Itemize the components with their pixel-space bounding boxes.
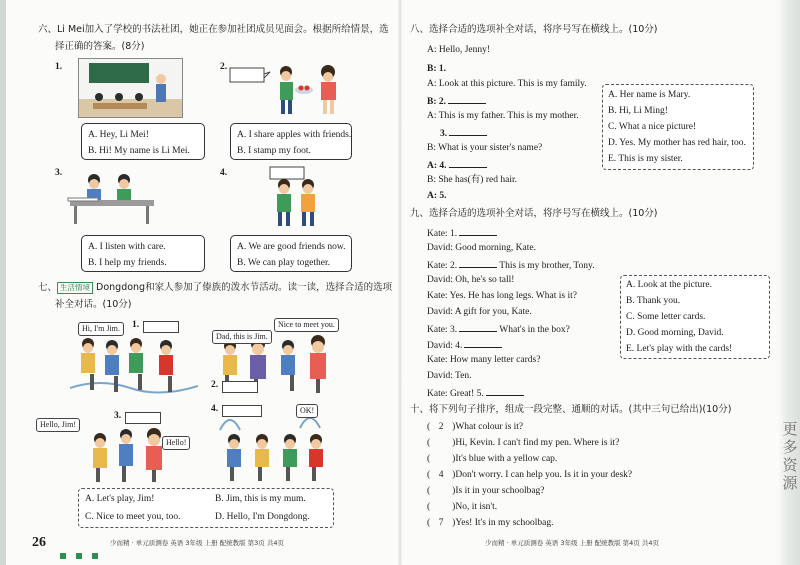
- s8-line-8: A: 4.: [427, 158, 487, 172]
- s6-item1-number: 1.: [55, 62, 63, 72]
- s8-line-5: A: This is my father. This is my mother.: [427, 111, 579, 121]
- section7-title-cont: 补全对话。(10分): [55, 299, 132, 310]
- left-footer: 少而精 · 单元质测卷 英语 3年级 上册 配统教版 第3页 共4页: [110, 539, 285, 547]
- section10-title: 十、将下列句子排序，组成一段完整、通顺的对话。(其中三句已给出)(10分): [410, 404, 732, 415]
- s10-line-6: ( )No, it isn't.: [427, 502, 498, 512]
- s6-item3-number: 3.: [55, 168, 63, 178]
- s9-option-a: A. Look at the picture.: [626, 280, 713, 290]
- section6-title-cont: 择正确的答案。(8分): [55, 41, 145, 52]
- s9-options-box: [620, 275, 770, 359]
- s8-line-3: A: Look at this picture. This is my family.: [427, 79, 587, 89]
- s9-line-8: David: 4.: [427, 338, 502, 352]
- s6-item2-option-b: B. I stamp my foot.: [237, 146, 311, 156]
- s9-line-2: David: Good morning, Kate.: [427, 243, 536, 253]
- bubble-ok: OK!: [296, 404, 318, 418]
- section7-title: [38, 282, 392, 294]
- s6-item3-options: [81, 235, 205, 272]
- section7-number: 七、: [38, 282, 58, 293]
- s9-line-3: Kate: 2. This is my brother, Tony.: [427, 258, 595, 272]
- s6-item2-option-a: A. I share apples with friends.: [237, 130, 352, 140]
- s6-item4-option-b: B. We can play together.: [237, 258, 330, 268]
- s6-item4-option-a: A. We are good friends now.: [237, 242, 346, 252]
- s6-item4-options: [230, 235, 352, 272]
- section8-title: 八、选择合适的选项补全对话，将序号写在横线上。(10分): [410, 24, 658, 35]
- s8-line-7: B: What is your sister's name?: [427, 143, 543, 153]
- green-mark-1: [60, 553, 66, 559]
- s9-option-b: B. Thank you.: [626, 296, 681, 306]
- s9-line-7: Kate: 3. What's in the box?: [427, 322, 570, 336]
- s7-blank3-label: 3.: [114, 411, 122, 421]
- page-number: 26: [32, 535, 46, 550]
- s8-line-1: A: Hello, Jenny!: [427, 45, 491, 55]
- s9-option-d: D. Good morning, David.: [626, 328, 724, 338]
- s8-options-box: [602, 84, 754, 170]
- s7-option-a: A. Let's play, Jim!: [85, 494, 155, 504]
- s8-line-4: B: 2.: [427, 94, 486, 108]
- s8-line-6: 3.: [440, 126, 487, 140]
- s6-item1-options: [81, 123, 205, 160]
- s6-item1-option-b: B. Hi! My name is Li Mei.: [88, 146, 190, 156]
- s6-item3-option-b: B. I help my friends.: [88, 258, 167, 268]
- bubble-hi-jim: Hi, I'm Jim.: [78, 322, 124, 336]
- s10-line-1: ( 2 )What colour is it?: [427, 422, 524, 432]
- bubble-dad-this-is-jim: Dad, this is Jim.: [212, 330, 272, 344]
- s7-options-box: [78, 488, 334, 528]
- s8-option-d: D. Yes. My mother has red hair, too.: [608, 138, 746, 148]
- s8-option-c: C. What a nice picture!: [608, 122, 697, 132]
- s8-line-9: B: She has(有) red hair.: [427, 175, 517, 185]
- green-mark-2: [76, 553, 82, 559]
- bubble-hello-jim: Hello, Jim!: [36, 418, 80, 432]
- s8-line-2: B: 1.: [427, 64, 446, 74]
- s9-line-10: David: Ten.: [427, 371, 472, 381]
- s8-option-e: E. This is my sister.: [608, 154, 683, 164]
- section6-title: 六、Li Mei加入了学校的书法社团，她正在参加社团成员见面会。根据所给情景，选: [38, 24, 389, 35]
- s7-blank1-label: 1.: [132, 320, 140, 330]
- s9-option-e: E. Let's play with the cards!: [626, 344, 733, 354]
- classroom-illustration: [78, 58, 183, 118]
- page-spine: [398, 0, 402, 565]
- s7-blank4-box[interactable]: [222, 405, 262, 417]
- s9-line-4: David: Oh, he's so tall!: [427, 275, 515, 285]
- s6-item2-number: 2.: [220, 62, 228, 72]
- s7-blank1-box[interactable]: [143, 321, 179, 333]
- section7-title-text: Dongdong和家人参加了傣族的泼水节活动。读一读，选择合适的选项: [96, 282, 393, 293]
- side-watermark: 更 多 资 源: [782, 420, 798, 492]
- s7-option-d: D. Hello, I'm Dongdong.: [215, 512, 310, 522]
- page-edge-left: [0, 0, 6, 565]
- s10-line-4: ( 4 )Don't worry. I can help you. Is it in your desk?: [427, 470, 633, 480]
- s9-line-6: David: A gift for you, Kate.: [427, 307, 532, 317]
- s9-line-9: Kate: How many letter cards?: [427, 355, 541, 365]
- apple-sharing-illustration: [228, 60, 348, 118]
- s7-blank3-box[interactable]: [125, 412, 161, 424]
- s6-item1-option-a: A. Hey, Li Mei!: [88, 130, 149, 140]
- s6-item2-options: [230, 123, 352, 160]
- s10-line-5: ( )Is it in your schoolbag?: [427, 486, 545, 496]
- s9-option-c: C. Some letter cards.: [626, 312, 706, 322]
- s7-option-b: B. Jim, this is my mum.: [215, 494, 306, 504]
- s7-blank2-box[interactable]: [222, 381, 258, 393]
- s9-line-11: Kate: Great! 5.: [427, 386, 524, 400]
- s6-item4-number: 4.: [220, 168, 228, 178]
- green-mark-3: [92, 553, 98, 559]
- s10-line-7: ( 7 )Yes! It's in my schoolbag.: [427, 518, 554, 528]
- s9-line-5: Kate: Yes. He has long legs. What is it?: [427, 291, 577, 301]
- s7-option-c: C. Nice to meet you, too.: [85, 512, 181, 522]
- s8-option-b: B. Hi, Li Ming!: [608, 106, 668, 116]
- bubble-hello: Hello!: [162, 436, 190, 450]
- s10-line-2: ( )Hi, Kevin. I can't find my pen. Where is it?: [427, 438, 620, 448]
- s6-item3-option-a: A. I listen with care.: [88, 242, 166, 252]
- s10-line-3: ( )It's blue with a yellow cap.: [427, 454, 558, 464]
- life-scenario-tag: 生活情境: [57, 282, 93, 294]
- s8-line-10: A: 5.: [427, 191, 447, 201]
- bubble-nice-to-meet-you: Nice to meet you.: [274, 318, 339, 332]
- s7-blank4-label: 4.: [211, 404, 219, 414]
- s7-blank2-label: 2.: [211, 380, 219, 390]
- right-footer: 少而精 · 单元质测卷 英语 3年级 上册 配统教版 第4页 共4页: [485, 539, 660, 547]
- desk-students-illustration: [64, 166, 160, 226]
- section9-title: 九、选择合适的选项补全对话，将序号写在横线上。(10分): [410, 208, 658, 219]
- s8-option-a: A. Her name is Mary.: [608, 90, 691, 100]
- friends-illustration: [262, 163, 332, 229]
- s9-line-1: Kate: 1.: [427, 226, 497, 240]
